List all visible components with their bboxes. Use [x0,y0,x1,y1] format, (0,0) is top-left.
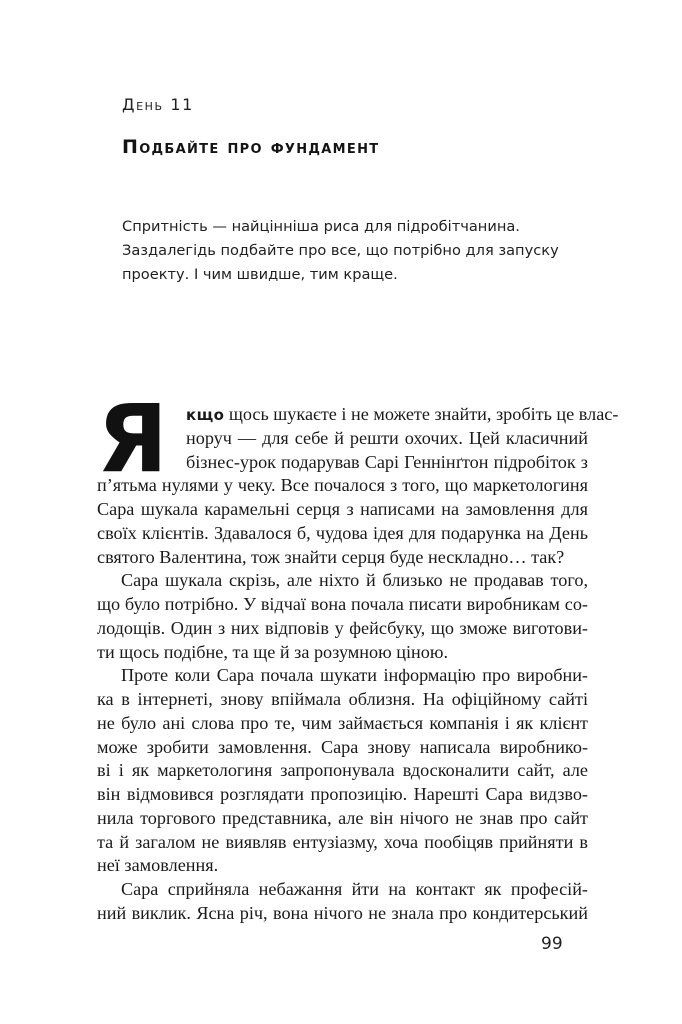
epigraph-line: Заздалегідь подбайте про все, що потрібно для запуску [122,242,559,259]
body-line: Сара шукала скрізь, але ніхто й близько не продавав того, [121,570,588,591]
body-line: ти щось подібне, та ще й за розумною ціною. [97,641,449,662]
epigraph-line: проекту. І чим швидше, тим краще. [122,266,398,283]
body-line: бізнес-урок подарував Сарі Геннінґтон підробіток з [186,451,588,472]
body-line: норуч — для себе й решти охочих. Цей класичний [186,427,588,448]
body-line: що було потрібно. У відчаї вона почала писати виробникам со- [97,594,588,614]
body-line: та й загалом не виявляв ентузіазму, хоча пообіцяв прийняти в [97,831,588,852]
body-line: не було ані слова про те, чим займається компанія і як клієнт [97,712,588,733]
lead-word: кщо [186,406,225,424]
body-line: він відмовився розглядати пропозицію. Нарешті Сара видзво- [97,784,588,804]
body-line-text: щось шукаєте і не можете знайти, зробіть це влас- [224,404,619,424]
body-line: неї замовлення. [97,855,219,876]
page-number: 99 [541,934,563,954]
body-line: Сара сприйняла небажання йти на контакт як професій- [121,879,588,899]
body-line: ка в інтернеті, знову впіймала облизня. На офіційному сайті [97,689,588,709]
epigraph-line: Спритність — найцінніша риса для підробітчанина. [122,218,520,235]
body-line: ний виклик. Ясна річ, вона нічого не знала про кондитерський [97,902,588,923]
body-line: ві і як маркетологиня запропонувала вдосконалити сайт, але [97,760,588,781]
body-text [97,403,619,926]
epigraph [122,215,592,287]
body-line: Проте коли Сара почала шукати інформацію про виробни- [121,665,588,686]
body-line: п’ятьма нулями у чеку. Все почалося з того, що маркетологиня [97,475,588,496]
body-line [97,403,619,427]
chapter-title: Подбайте про фундамент [122,136,380,158]
body-line: Сара шукала карамельні серця з написами на замовлення для [97,499,588,519]
body-line: нила торгового представника, але він нічого не знав про сайт [97,807,588,828]
drop-cap: Я [97,384,168,494]
day-label: День 11 [122,95,194,114]
body-line: може зробити замовлення. Сара знову написала виробнико- [97,736,588,757]
body-line: святого Валентина, тож знайти серця буде нескладно… так? [97,546,565,567]
body-line: своїх клієнтів. Здавалося б, чудова ідея для подарунка на День [97,522,588,543]
body-line: лодощів. Один з них відповів у фейсбуку, що зможе виготови- [97,617,588,638]
